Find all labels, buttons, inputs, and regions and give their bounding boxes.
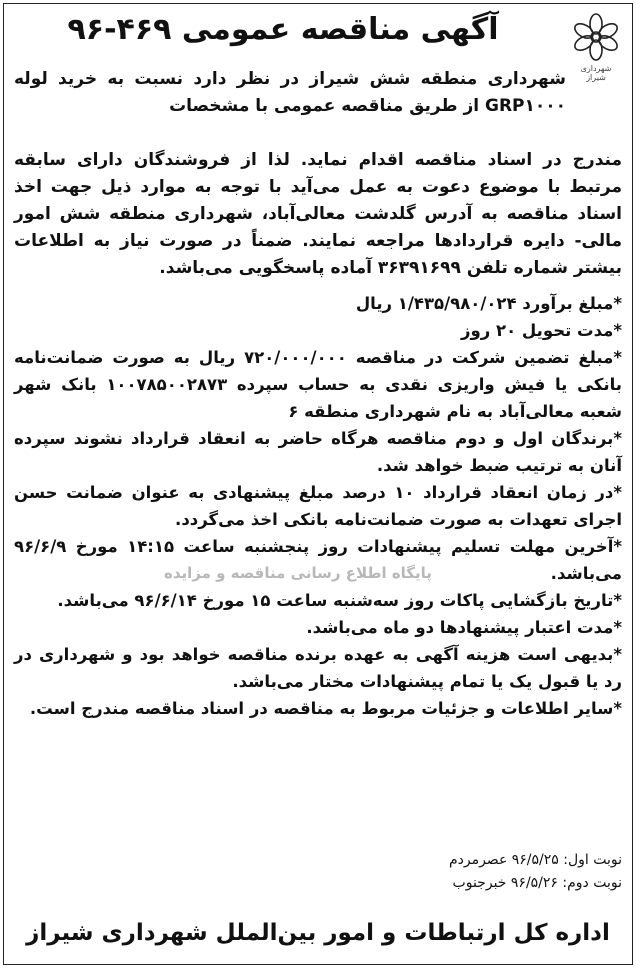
condition-item: *مدت اعتبار پیشنهادها دو ماه می‌باشد. (306, 618, 622, 637)
condition-item: *مدت تحویل ۲۰ روز (461, 321, 622, 340)
municipality-logo (570, 12, 622, 82)
notice-intro-rest: مندرج در اسناد مناقصه اقدام نماید. لذا از فروشندگان دارای سابقه مرتبط با موضوع دعوت به عمل می‌آید با توجه به موارد ذیل جهت اخذ اسناد مناقصه به آدرس گلدشت معالی‌آباد، شهرداری منطقه شش امور مالی- دایره قراردادها مراجعه نمایند. ضمناً در صورت نیاز به اطلاعات بیشتر شماره تلفن ۳۶۳۹۱۶۹۹ آماده پاسخگویی می‌باشد. (14, 150, 622, 278)
logo-caption: شهرداری شیراز (580, 64, 612, 82)
condition-item: *در زمان انعقاد قرارداد ۱۰ درصد مبلغ پیشنهادی به عنوان ضمانت حسن اجرای تعهدات به صورت ضمانت‌نامه بانکی اخذ می‌گردد. (14, 483, 622, 529)
condition-item: *برندگان اول و دوم مناقصه هرگاه حاضر به انعقاد قرارداد نشوند سپرده آنان به ترتیب ضبط خواهد شد. (14, 429, 622, 475)
notice-title: آگهی مناقصه عمومی ۴۶۹-۹۶ (67, 12, 499, 47)
condition-item: *آخرین مهلت تسلیم پیشنهادات روز پنجشنبه ساعت ۱۴:۱۵ مورخ ۹۶/۶/۹ می‌باشد. (14, 537, 622, 583)
condition-item: *مبلغ برآورد ۱/۴۳۵/۹۸۰/۰۲۴ ریال (355, 294, 622, 313)
condition-item: *سایر اطلاعات و جزئیات مربوط به مناقصه در اسناد مناقصه مندرج است. (29, 699, 622, 718)
publication-turns (449, 849, 622, 895)
watermark-text: پایگاه اطلاع رسانی مناقصه و مزایده (164, 564, 432, 582)
notice-page (3, 3, 633, 965)
notice-intro-top: شهرداری منطقه شش شیراز در نظر دارد نسبت به خرید لوله GRP۱۰۰۰ از طریق مناقصه عمومی با مشخصات (14, 69, 566, 116)
footer-signature: اداره کل ارتباطات و امور بین‌الملل شهرداری شیراز (26, 920, 610, 946)
turn-first: نوبت اول: ۹۶/۵/۲۵ عصرمردم (448, 852, 622, 868)
condition-item: *مبلغ تضمین شرکت در مناقصه ۷۲۰/۰۰۰/۰۰۰ ریال به صورت ضمانت‌نامه بانکی یا فیش واریزی نقدی به حساب سپرده ۱۰۰۷۸۵۰۰۲۸۷۳ بانک شهر شعبه معالی‌آباد به نام شهرداری منطقه ۶ (14, 348, 622, 421)
condition-item: *تاریخ بازگشایی پاکات روز سه‌شنبه ساعت ۱۵ مورخ ۹۶/۶/۱۴ می‌باشد. (57, 591, 622, 610)
flower-logo-icon (573, 12, 619, 62)
turn-second: نوبت دوم: ۹۶/۵/۲۶ خبرجنوب (452, 875, 622, 891)
condition-item: *بدیهی است هزینه آگهی به عهده برنده مناقصه خواهد بود و شهرداری در رد یا قبول یک یا تمام پیشنهادات مختار می‌باشد. (14, 645, 622, 691)
notice-conditions-list (14, 290, 622, 722)
